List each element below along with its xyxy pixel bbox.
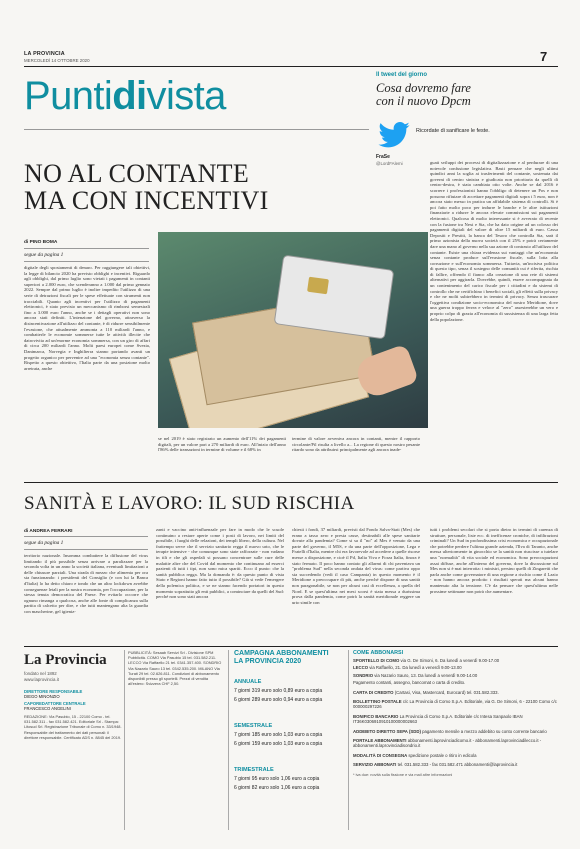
how-item-label: ADDEBITO DIRETTO SEPA (SDD) <box>353 728 421 734</box>
how-item <box>353 753 558 758</box>
section-title-part1: Punti <box>24 74 113 118</box>
how-item-label: CARTA DI CREDITO <box>353 689 394 695</box>
subs-plan-label: TRIMESTRALE <box>234 767 274 773</box>
article1-title-line1: NO AL CONTANTE <box>24 159 250 188</box>
how-item-text: pagamento mensile a mezzo addebito su conto corrente bancario <box>422 728 547 734</box>
section-title-part2: di <box>112 74 147 118</box>
tweet-box <box>376 70 558 164</box>
article2-col4: tutti i problemi secolari che si porta dietro in termini di carenza di strutture, personale, liste ecc. di inefficenze croniche, di infiltrazioni criminali? Un Sud in profondissima crisi economica e occupazionale che potrebbe perdere l'ultima grande azienda, l'Ilva di Taranto, anche messa ulteriormente in ginocchio se la sanità non riuscisse a tutelare una "normalità" di vita sociale ed economica. Sono preoccupazioni assai diffuse, anche all'interno del governo, dove la discussione sul Mes non si è mai interrotta: i ministri, persino quelli di Zingaretti che parla anche come governatore di una regione a rischio come il Lazio - non hanno ancora prodotto i risultati sperati ma alcuni hanno mantenuto alta la tensione. C'è da pensare che quest'ultima nelle prossime settimane non potrà che aumentare. <box>430 527 558 594</box>
newspaper-name: LA PROVINCIA <box>24 51 65 57</box>
vat-note: * iva due: novità sulla fissione e via mail altre informazioni <box>353 771 453 777</box>
tweet-handle: @LordFAlemi <box>376 161 403 166</box>
how-item-label: BOLLETTINO POSTALE <box>353 699 402 705</box>
tweet-headline-line2: con il nuovo Dpcm <box>376 94 471 108</box>
issue-date: MERCOLEDÌ 14 OTTOBRE 2020 <box>24 58 90 63</box>
how-item-label: LECCO <box>353 665 369 671</box>
subs-plan-line: 6 giorni 159 euro solo 1,03 euro a copia <box>234 741 323 747</box>
section-title <box>24 74 226 118</box>
how-item-text: via Raffaello, 21. Da lunedì a venerdì 9.00-13.00 <box>369 665 462 671</box>
how-item <box>353 658 558 663</box>
footer-staff-label1: DIRETTORE RESPONSABILE <box>24 689 83 694</box>
subs-plan-line: 7 giorni 319 euro solo 0,89 euro a copia <box>234 688 323 694</box>
how-item-text: spedizione postale o ritiro in edicola <box>408 752 477 758</box>
how-item-label: SONDRIO <box>353 672 374 678</box>
how-item <box>353 729 558 734</box>
how-item-text: abbonamenti.laprovinciadicomo.it - abbonamenti.laprovinciadilecco.it - abbonamenti.laprovinciadisondrio.it <box>353 738 542 749</box>
subs-plan-label: ANNUALE <box>234 679 262 685</box>
tweet-headline-line1: Cosa dovremo fare <box>376 81 471 95</box>
article2-col3: chiesti i fondi, 37 miliardi, previsti dal Fondo Salva-Stati (Mes) che erano a tasso zero e presta casse, destinabili alle spese sanitarie dovute alla pandemia? Come si sa il "no" al Mes è venuto da una parte del governo, il M5S, e da una parte dell'opposizione, Lega e Fratelli d'Italia, mentre chi era favorevole ad accedere a quelle risorse messe a disposizione, e cioè il Pd, Italia Viva e Forza Italia, finora è stato fermato. Il poco hanno contato gli allarmi di chi paventava un "problema Sud" nella seconda ondata del virus: come partiva oppo sta succedendo (vedi il caso Campania) in questo momento è il Meridione a preoccupare di più, anche perché dispone di una sanità non paragonabile, se non per alcuni casi di eccellenza, a quella del Nord. E se quest'ultima nei mesi scorsi è stata messa a durissima prova dalla pandemia, come potrà la sanità meridionale reggere un urto simile con <box>292 527 420 605</box>
subs-plan-quarter <box>234 767 344 793</box>
subs-plan-line: 7 giorni 185 euro solo 1,03 euro a copia <box>234 732 323 738</box>
how-item-text: c/c La Provincia di Como S.p.A. Editoriale, via G. De Simoni, 6 - 22100 Como c/c 000000297226 <box>353 699 557 710</box>
how-item-text: via G. De Simoni, 6. Da lunedì a venerdì 9.00-17.00 <box>400 658 500 663</box>
twitter-bird-icon <box>378 122 410 153</box>
how-item-label: MODALITÀ DI CONSEGNA <box>353 752 408 758</box>
footer-founded: fondato nel 1892 <box>24 671 57 676</box>
footer-staff-label2: CAPOREDATTORE CENTRALE <box>24 701 86 706</box>
page-number: 7 <box>540 49 548 64</box>
article2-title: SANITÀ E LAVORO: IL SUD RISCHIA <box>24 493 355 514</box>
subs-plan-line: 7 giorni 95 euro solo 1,06 euro a copia <box>234 776 320 782</box>
how-item-text: tel. 031.582.333 - fax 031.582.471 abbonamenti@laprovincia.it <box>397 762 518 768</box>
article1-col3: termine di valore avveniva ancora in contanti, mentre il rapporto circolante/Pil risulta a livello a... La regione di questo nostro pesante ritardo sono da attribuirsi principalmente agli ancora inade- <box>292 436 420 453</box>
footer-info: REDAZIONE: Via Pasubio, 15 - 22100 Como - tel. 031.582.311 - fax 031.582.421. Editoriale Srl - Stampa: Litosud Srl. Registrazione Tribunale di Como n. 33/1948. Responsabile del trattamento dei dati personali: il direttore responsabile. Certificato ADS n. 8845 del 2019. <box>24 714 122 740</box>
footer-staff-name2: FRANCESCO ANGELINI <box>24 706 71 711</box>
article1-col1: digitale degli spostamenti di denaro. Per raggiungere tali obiettivi, la legge di bilancio 2020 ha previsto obblighi e incentivi. Riguardo agli obblighi, dal primo luglio sono vietati i pagamenti in contanti superiori a 2.000 euro, che scenderanno a 1.000 dal primo gennaio 2022. Sempre dal primo luglio è inoltre impedito l'utilizzo di una serie di detrazioni fiscali per le spese effettuate con strumenti non tracciabili. Quanto agli incentivi per l'utilizzo di pagamenti elettronici, è stato previsto un meccanismo di rimborsi semestrali fino a 3.000 euro l'anno, anche se i dettagli operativi non sono ancora stati definiti. L'intenzione del governo, attraverso la disincentivazione all'utilizzo del contante, è di ridurre sensibilmente l'evasione, che attualmente ammonta a 110 miliardi l'anno, e combatterle le economie sommerse tutte le attività illecite che datrovivita ad un'enorme economia sommersa, con un giro di affari di circa 200 miliardi l'anno. Molti paesi europei come Svezia, Danimarca, Norvegia e Inghilterra stanno portando avanti un progetto organico per pervenire ad una "economia senza contante". Rispetto a questo obiettivo, l'Italia parte da una posizione molto arretrata, anche <box>24 265 150 371</box>
how-item-text: (Cartasi, Visa, Mastercard, Eurocard) tel. 031.582.333. <box>394 689 499 695</box>
article1-title <box>24 160 269 214</box>
article2-continuation: segue da pagina 1 <box>24 540 64 546</box>
tweet-author: FraSe <box>376 154 390 160</box>
how-item <box>353 699 558 710</box>
how-item-label: PORTALE ABBONAMENTI <box>353 738 407 744</box>
how-item-text: Pagamento contanti, assegno, bancomat o carta di credito. <box>353 680 466 686</box>
section-title-part3: vista <box>146 74 226 118</box>
footer-info2: PUBBLICITÀ: Sesaab Servizi Srl - Divisione SPM Pubblicità. COMO Via Pasubio 15 tel. 031.582.211. LECCO Via Raffaello 21 tel. 0341.357.400. SONDRIO Via Nazario Sauro 13 tel. 0342.535.200. MILANO Via Turati 29 tel. 02.626.811. Condizioni di abbonamento disponibili presso gli sportelli. Prezzi di vendita all'estero: Svizzera CHF 2,50. <box>128 650 222 687</box>
article2-col2: zanti e vaccino anti-influenzale per fare in modo che le scuole continuino a restare aperte come i posti di lavoro, nei limiti del possibile, i luoghi delle relazioni, dei templi libero, della cultura. Nel frattempo serve che il servizio sanitario regga il nuovo urto, che le terapie intensive - che comunque sono state rafforzate - non vadano in tilt e che gli ospedali si possano concentrare sulle cure delle malattie altre che del Covid dal momento che continuano ad esserci pazienti di tutti i tipi, non sono mica spariti. Ecco il punto: che la sanità pubblica regga. Ma la domanda è: da questo punto di vista Stato e Regioni hanno fatto tutto il possibile? Già si vede l'emergere della polemica politica, e se ne stanno facendo portatori in questo momento soprattutto gli enti pubblici, a cominciare da quelli del Sud: perché non sono stati ancora <box>156 527 284 600</box>
subs-title-line2: LA PROVINCIA 2020 <box>234 658 302 666</box>
subs-plan-line: 6 giorni 82 euro solo 1,06 euro a copia <box>234 785 320 791</box>
how-item <box>353 714 558 725</box>
tweet-headline <box>376 82 471 108</box>
subs-title <box>234 650 329 667</box>
how-item-text: La Provincia di Como S.p.A. Editoriale c/c Intesa Sanpaolo IBAN IT36K0306910910100000002663 <box>353 713 523 725</box>
subs-plan-semester <box>234 723 344 749</box>
subs-title-line1: CAMPAGNA ABBONAMENTI <box>234 650 329 657</box>
article1-photo <box>158 232 428 428</box>
footer-website: www.laprovincia.it <box>24 677 59 682</box>
tweet-label: Il tweet del giorno <box>376 72 428 78</box>
article1-col2: se nel 2019 è stato registrato un aumento dell'11% dei pagamenti digitali, per un valore pari a 270 miliardi di euro. All'inizio dell'anno l'86% delle transazioni in termine di volume e il 68% in <box>158 436 286 453</box>
subs-plan-line: 6 giorni 289 euro solo 0,94 euro a copia <box>234 697 323 703</box>
how-list <box>353 658 558 777</box>
how-item <box>353 738 558 749</box>
how-item-label: SPORTELLO DI COMO <box>353 658 400 663</box>
subs-plan-annual <box>234 679 344 705</box>
how-item <box>353 762 558 767</box>
how-item <box>353 680 558 685</box>
article1-byline: di PINO BOMA <box>24 240 58 245</box>
subs-plan-label: SEMESTRALE <box>234 723 273 729</box>
how-item <box>353 690 558 695</box>
article2-byline: di ANDREA FERRARI <box>24 529 73 534</box>
article2-col1: territorio nazionale. Insomma combattere la diffusione del virus limitando il più possibile senza arrivare a paralizzare per la seconda volta in un anno la società italiana, eventuali limitazioni a delle chiusure parziali. Una strada di mezzo che alimenta per ora sta funzionando: i presidenti del Consiglio (e con lui la Banca d'Italia) lo ha detto chiaro e tondo che un altro lockdown avrebbe conseguenze letali per la nostra economia, per l'occupazione, per la stessa tenuta democratica del Paese. Per evitarlo occorre che ognuno rimanga a qualcosa, anche alle fonte di complicanza sulla partita di calcetto per dire, e che tutti mantengano alta la guardia con mascherine, gel igieniz- <box>24 553 148 614</box>
footer-masthead: La Provincia <box>24 652 107 668</box>
how-title: COME ABBONARSI <box>353 650 404 656</box>
how-item-label: BONIFICO BANCARIO <box>353 713 399 719</box>
how-item <box>353 665 558 670</box>
how-item <box>353 673 558 678</box>
article1-title-line2: MA CON INCENTIVI <box>24 186 269 215</box>
how-item-label: SERVIZIO ABBONATI <box>353 762 397 768</box>
footer-staff-name1: DIEGO MINONZIO <box>24 694 60 699</box>
how-item-text: via Nazario Sauro, 13. Da lunedì a venerdì 9.00-14.00 <box>374 672 478 678</box>
tweet-quote: Ricordate di sanificare le feste. <box>416 128 490 134</box>
article1-continuation: segue da pagina 1 <box>24 252 64 258</box>
article1-col4: guati sviluppi dei processi di digitalizzazione e al perdurare di una notevole confusione legislativa. Basti pensare che negli ultimi quindici anni la soglia ai trasferimenti del contante, sostenuta dai governi di centro sinistra e giudicata non prioritaria da quelli di centro-destra, è stata cambiata otto volte. Anche se dal 2016 è scorrere i professionisti hanno l'obbligo di detenere un Pos e non possono rifiutare di accettare pagamenti digitali sopra i 5 euro, non è ancora stato messo in pratica un affidabile sistema di controlli. Si è poi fatto molto poco per indurre le banche e le altre istituzioni finanziarie a ridurre le ancora elevate commissioni sui pagamenti elettronici. Qualcosa di molto interessante si è avverato di recente con la fusione tra Nexi e Sia, che ha dato origine ad un colosso dei pagamenti digitali del valore di oltre 15 miliardi di euro. Cassa Depositi e Prestiti, la banca del Tesoro che controlla Sia, sarà il primo azionista della nuova società con il 25% e potrà certamente dare una mano al governo nella sua azione di contrasto all'utilizzo del contante. Esiste una chiara evidenza sui vantaggi che un'economia senza contante produce sull'evasione fiscale, sulla lotta alla corruzione e sull'economia sommersa. Tuttavia, un'incisiva politica di questo tipo, senza il sostegno delle comunità cui è riferita, rischia di fallire, offrendo il fianco alla creazione di una rete di sistemi alternativi per aggirarla. Dovrebbe, quindi, essere accompagnata da un contenimento del carico fiscale per i cittadini e da sistemi di controllo che ne certifichino i benefici sociali, gli effetti sulla privacy e che ne molti subirebbero in termini di privacy. Senza trascurare l'oggettiva condizione socio-economica del nostro Meridione, dove una guerra troppo ferrea e veloce al "zero" assesterebbe un vero e proprio colpo di grazia all'economia di sussistenza di una larga fetta della popolazione. <box>430 160 558 322</box>
